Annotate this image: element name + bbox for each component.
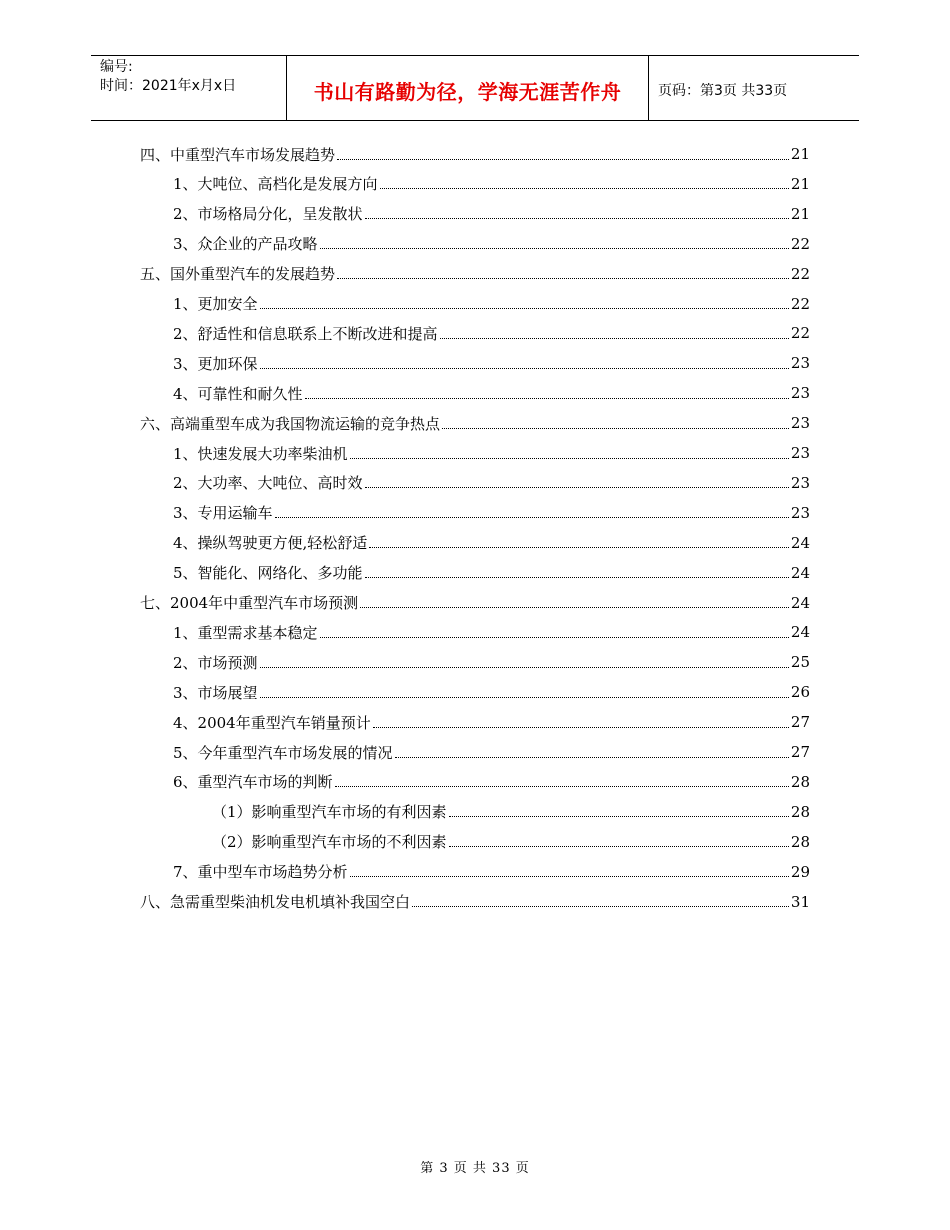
toc-entry-title: 四、中重型汽车市场发展趋势 <box>140 145 336 164</box>
toc-dot-leader <box>442 428 789 429</box>
toc-dot-leader <box>260 368 789 369</box>
toc-entry[interactable] <box>173 498 810 528</box>
toc-entry[interactable] <box>212 797 810 827</box>
toc-entry[interactable] <box>173 707 810 737</box>
toc-dot-leader <box>365 218 789 219</box>
toc-dot-leader <box>412 906 789 907</box>
toc-entry-title: 4、2004年重型汽车销量预计 <box>173 713 371 732</box>
toc-entry-page: 23 <box>790 414 810 433</box>
toc-entry-page: 23 <box>790 503 810 522</box>
toc-entry[interactable] <box>140 408 810 438</box>
toc-dot-leader <box>373 727 789 728</box>
toc-entry-page: 24 <box>790 623 810 642</box>
toc-entry-page: 23 <box>790 473 810 492</box>
toc-entry[interactable] <box>140 139 810 169</box>
toc-dot-leader <box>360 607 789 608</box>
toc-entry-page: 22 <box>790 264 810 283</box>
toc-entry-title: 7、重中型车市场趋势分析 <box>173 863 348 882</box>
toc-entry-title: 1、重型需求基本稳定 <box>173 623 318 642</box>
toc-dot-leader <box>449 816 789 817</box>
toc-dot-leader <box>440 338 789 339</box>
toc-entry-title: 5、智能化、网络化、多功能 <box>173 564 363 583</box>
toc-dot-leader <box>350 458 789 459</box>
toc-entry[interactable] <box>173 767 810 797</box>
toc-dot-leader <box>337 278 789 279</box>
toc-entry[interactable] <box>173 558 810 588</box>
toc-entry-page: 23 <box>790 384 810 403</box>
toc-dot-leader <box>260 667 789 668</box>
toc-entry-title: 5、今年重型汽车市场发展的情况 <box>173 743 393 762</box>
toc-entry[interactable] <box>173 229 810 259</box>
toc-entry-page: 31 <box>790 892 810 911</box>
toc-entry-title: 2、市场预测 <box>173 653 258 672</box>
toc-dot-leader <box>260 697 789 698</box>
toc-entry-title: 1、更加安全 <box>173 295 258 313</box>
toc-entry-title: 1、快速发展大功率柴油机 <box>173 444 348 463</box>
toc-dot-leader <box>305 398 789 399</box>
toc-entry-page: 21 <box>790 174 810 193</box>
page-footer: 第 3 页 共 33 页 <box>420 1161 530 1176</box>
toc-entry[interactable] <box>173 677 810 707</box>
toc-entry-page: 23 <box>790 354 810 373</box>
toc-entry-page: 28 <box>790 832 810 851</box>
toc-entry[interactable] <box>173 378 810 408</box>
toc-entry-page: 21 <box>790 204 810 223</box>
toc-entry-page: 24 <box>790 593 810 612</box>
toc-entry-title: 五、国外重型汽车的发展趋势 <box>140 265 336 284</box>
toc-entry[interactable] <box>173 468 810 498</box>
toc-entry[interactable] <box>173 348 810 378</box>
toc-entry[interactable] <box>173 528 810 558</box>
toc-entry-title: 2、市场格局分化，呈发散状 <box>173 205 363 224</box>
toc-dot-leader <box>260 308 789 309</box>
toc-entry[interactable] <box>173 289 810 319</box>
toc-dot-leader <box>365 577 789 578</box>
toc-entry[interactable] <box>173 169 810 199</box>
toc-entry[interactable] <box>212 827 810 857</box>
toc-entry-page: 28 <box>790 802 810 821</box>
toc-entry[interactable] <box>140 887 810 917</box>
toc-entry-title: 七、2004年中重型汽车市场预测 <box>140 594 359 612</box>
toc-entry-title: 3、众企业的产品攻略 <box>173 235 318 254</box>
toc-entry[interactable] <box>140 588 810 618</box>
toc-entry-page: 22 <box>790 234 810 253</box>
toc-dot-leader <box>350 876 789 877</box>
toc-entry-title: 八、急需重型柴油机发电机填补我国空白 <box>140 893 411 911</box>
toc-entry-page: 26 <box>790 683 810 702</box>
toc-entry-title: 3、市场展望 <box>173 683 258 702</box>
toc-entry-title: 1、大吨位、高档化是发展方向 <box>173 175 378 194</box>
toc-dot-leader <box>395 757 789 758</box>
toc-entry-page: 29 <box>790 862 810 881</box>
toc-dot-leader <box>320 248 789 249</box>
toc-entry[interactable] <box>140 259 810 289</box>
toc-entry-page: 27 <box>790 713 810 732</box>
toc-entry-title: 3、更加环保 <box>173 354 258 373</box>
toc-entry[interactable] <box>173 737 810 767</box>
toc-entry[interactable] <box>173 199 810 229</box>
toc-entry[interactable] <box>173 318 810 348</box>
toc-entry-title: 2、舒适性和信息联系上不断改进和提高 <box>173 324 438 343</box>
toc-dot-leader <box>275 517 789 518</box>
toc-entry-page: 21 <box>790 145 810 163</box>
toc-dot-leader <box>320 637 789 638</box>
toc-entry-page: 23 <box>790 444 810 462</box>
header-motto: 书山有路勤为径，学海无涯苦作舟 <box>286 56 649 120</box>
toc-entry-page: 27 <box>790 743 810 761</box>
header-page-number: 页码：第3页 共33页 <box>658 83 788 99</box>
toc-dot-leader <box>337 159 789 160</box>
toc-entry-page: 25 <box>790 653 810 672</box>
toc-entry-title: （1）影响重型汽车市场的有利因素 <box>212 803 447 822</box>
header-meta <box>91 56 286 120</box>
toc-entry-page: 24 <box>790 533 810 552</box>
toc-dot-leader <box>335 786 789 787</box>
toc-entry-title: 4、操纵驾驶更方便,轻松舒适 <box>173 534 368 553</box>
toc-entry[interactable] <box>173 857 810 887</box>
toc-entry[interactable] <box>173 438 810 468</box>
toc-entry-title: 4、可靠性和耐久性 <box>173 384 303 403</box>
toc-dot-leader <box>369 547 789 548</box>
toc-entry[interactable] <box>173 647 810 677</box>
toc-entry-title: 3、专用运输车 <box>173 504 273 523</box>
toc-entry-title: 6、重型汽车市场的判断 <box>173 773 333 792</box>
toc-entry-title: 2、大功率、大吨位、高时效 <box>173 474 363 493</box>
toc-dot-leader <box>380 188 789 189</box>
toc-entry-title: 六、高端重型车成为我国物流运输的竞争热点 <box>140 414 441 433</box>
document-number-label: 编号: <box>100 59 133 75</box>
toc-entry-page: 24 <box>790 563 810 582</box>
toc-dot-leader <box>365 487 789 488</box>
page-header <box>91 55 859 121</box>
toc-entry-title: （2）影响重型汽车市场的不利因素 <box>212 833 447 852</box>
toc-entry-page: 22 <box>790 294 810 313</box>
toc-entry-page: 28 <box>790 772 810 791</box>
toc-dot-leader <box>449 846 789 847</box>
toc-entry-page: 22 <box>790 324 810 343</box>
toc-entry[interactable] <box>173 617 810 647</box>
document-time-label: 时间：2021年x月x日 <box>100 78 237 94</box>
